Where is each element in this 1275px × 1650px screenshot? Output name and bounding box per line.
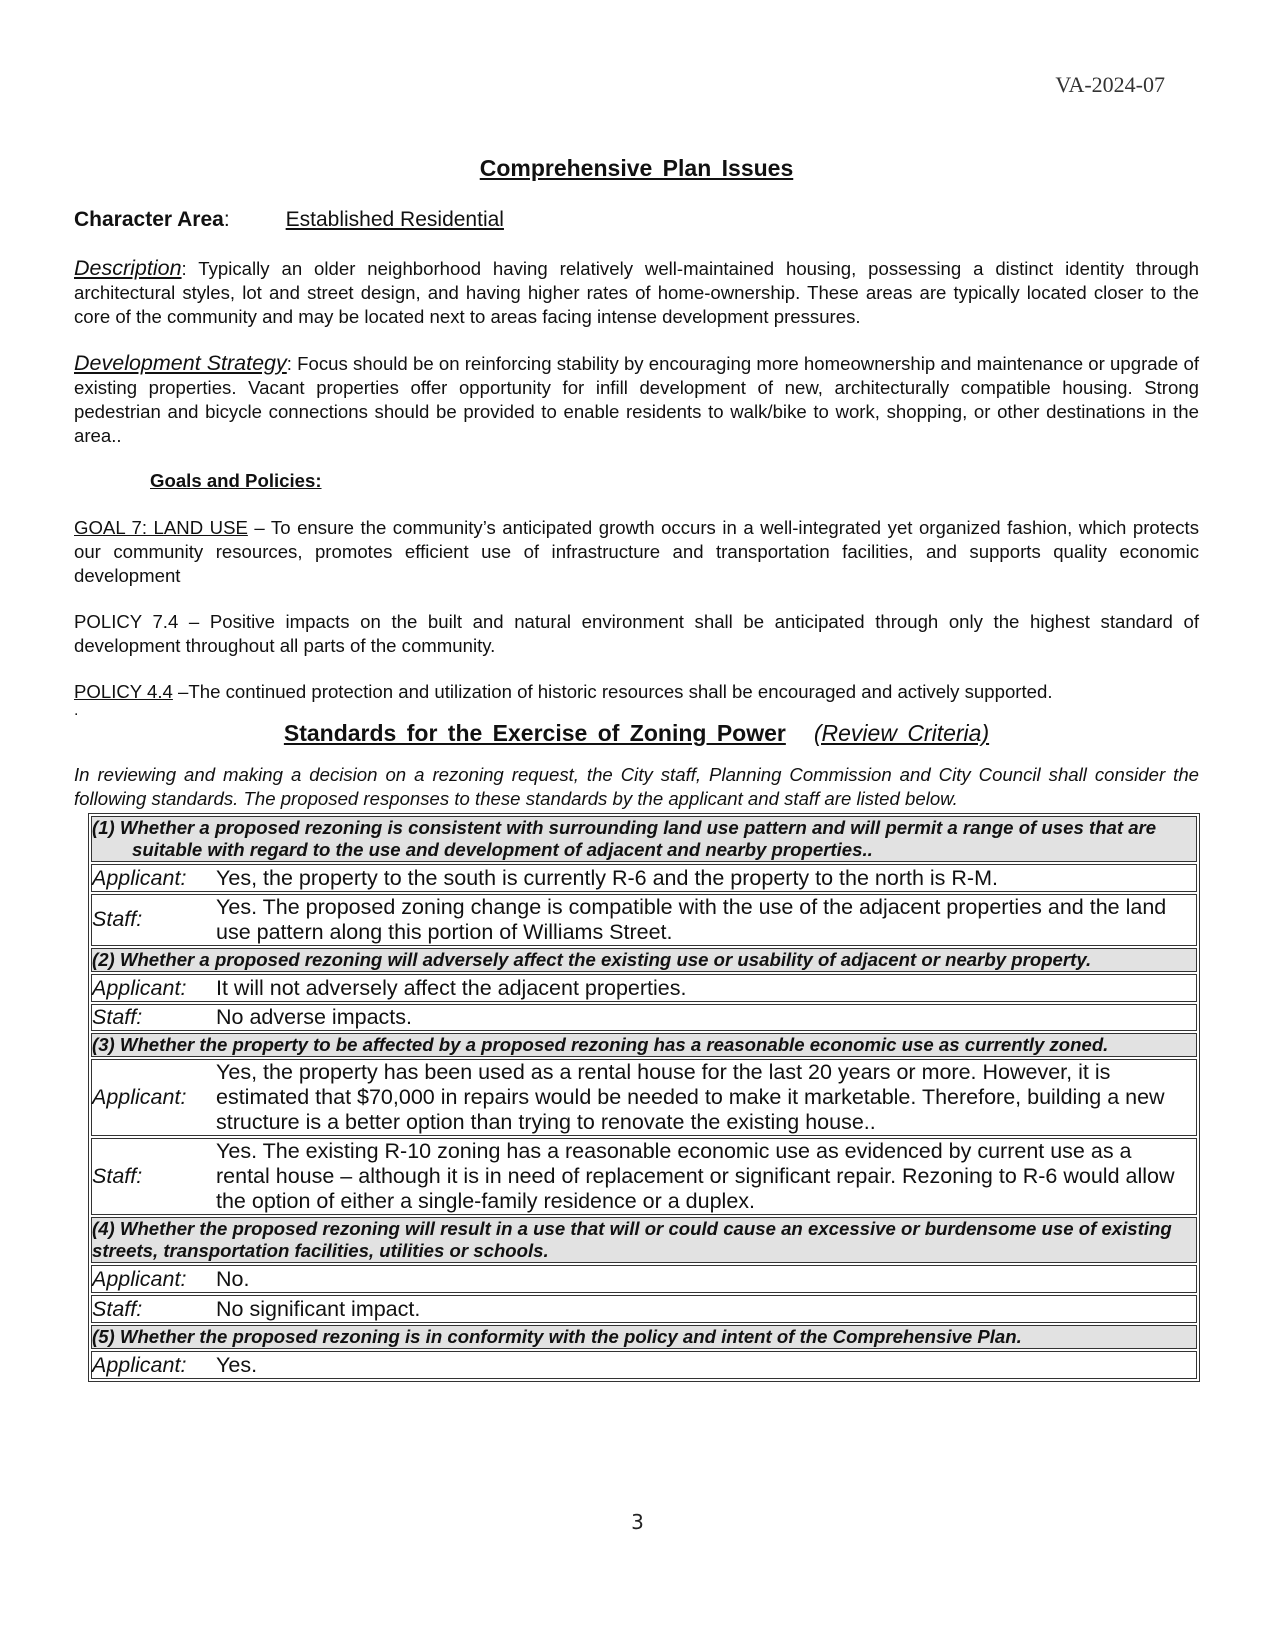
- comprehensive-plan-title: Comprehensive Plan Issues: [479, 155, 794, 181]
- description-text: : Typically an older neighborhood having relatively well-maintained housing, possessing a distinct identity through architectural styles, lot and street design, and having higher rates of home-ownership. These areas are typically located closer to the core of the community and may be located next to areas facing intense development pressures.: [74, 258, 1199, 327]
- goal-7-label: GOAL 7: LAND USE: [74, 517, 248, 538]
- description-label: Description: [74, 256, 182, 280]
- applicant-response: No.: [216, 1267, 250, 1292]
- staff-response-cell: [91, 1295, 1197, 1323]
- applicant-label: Applicant:: [92, 975, 187, 1000]
- development-strategy-label: Development Strategy: [74, 351, 287, 375]
- character-area-colon: :: [223, 208, 230, 231]
- development-strategy-paragraph: [74, 351, 1199, 448]
- policy-4-4-text: –The continued protection and utilization of historic resources shall be encouraged and actively supported.: [172, 681, 1053, 702]
- goals-heading: Goals and Policies:: [150, 470, 322, 491]
- applicant-label: Applicant:: [92, 1267, 187, 1292]
- development-strategy-text: : Focus should be on reinforcing stability by encouraging more homeownership and maintenance or upgrade of existing properties. Vacant properties offer opportunity for infill development of new, architecturally compatible housing. Strong pedestrian and bicycle connections should be provided to enable residents to walk/bike to work, shopping, or other destinations in the area..: [74, 353, 1199, 446]
- standards-title-sub: (Review Criteria): [813, 720, 990, 746]
- applicant-response: Yes, the property has been used as a rental house for the last 20 years or more. However, it is estimated that $70,000 in repairs would be needed to make it marketable. Therefore, building a new structure is a better option than trying to renovate the existing house..: [216, 1060, 1165, 1135]
- stray-dot: .: [74, 702, 79, 719]
- review-criteria-table: [88, 813, 1200, 1382]
- criterion-3-question-row: [91, 1033, 1197, 1057]
- criterion-3-applicant-row: [91, 1059, 1197, 1136]
- policy-4-4-paragraph: [74, 680, 1199, 704]
- criterion-4-applicant-row: [91, 1265, 1197, 1293]
- applicant-response-cell: [91, 1265, 1197, 1293]
- applicant-label: Applicant:: [92, 1085, 187, 1110]
- criterion-question: (4) Whether the proposed rezoning will result in a use that will or could cause an excessive or burdensome use of existing streets, transportation facilities, utilities or schools.: [91, 1217, 1197, 1263]
- staff-response-cell: [91, 1004, 1197, 1032]
- staff-response: No significant impact.: [216, 1297, 421, 1322]
- staff-response-cell: [91, 894, 1197, 946]
- applicant-label: Applicant:: [92, 1352, 187, 1377]
- criterion-4-staff-row: [91, 1295, 1197, 1323]
- criterion-question: (1) Whether a proposed rezoning is consistent with surrounding land use pattern and will permit a range of uses that are suitable with regard to the use and development of adjacent and nearby properties..: [91, 816, 1197, 862]
- page-content: [74, 155, 1199, 1382]
- staff-response: Yes. The proposed zoning change is compatible with the use of the adjacent properties and the land use pattern along this portion of Williams Street.: [216, 894, 1167, 944]
- page-number: 3: [631, 1510, 644, 1534]
- applicant-response: Yes, the property to the south is currently R-6 and the property to the north is R-M.: [216, 865, 998, 890]
- criterion-2-question-row: [91, 948, 1197, 972]
- criterion-question: (5) Whether the proposed rezoning is in conformity with the policy and intent of the Comprehensive Plan.: [91, 1325, 1197, 1349]
- criterion-2-staff-row: [91, 1004, 1197, 1032]
- staff-response: No adverse impacts.: [216, 1005, 412, 1030]
- applicant-response-cell: [91, 974, 1197, 1002]
- criterion-4-question-row: [91, 1217, 1197, 1263]
- staff-label: Staff:: [92, 1164, 143, 1189]
- character-area-value: Established Residential: [285, 208, 504, 231]
- criterion-5-question-row: [91, 1325, 1197, 1349]
- criterion-2-applicant-row: [91, 974, 1197, 1002]
- case-number: VA-2024-07: [1055, 72, 1165, 97]
- goal-7-paragraph: [74, 516, 1199, 588]
- staff-label: Staff:: [92, 1005, 143, 1030]
- staff-response-cell: [91, 1138, 1197, 1215]
- standards-intro: In reviewing and making a decision on a rezoning request, the City staff, Planning Commission and City Council shall consider the following standards. The proposed responses to these standards by the applicant and staff are listed below.: [74, 764, 1199, 809]
- standards-title: [74, 720, 1199, 747]
- applicant-label: Applicant:: [92, 865, 187, 890]
- staff-label: Staff:: [92, 1297, 143, 1322]
- standards-title-main: Standards for the Exercise of Zoning Power: [283, 720, 786, 746]
- criterion-1-applicant-row: [91, 864, 1197, 892]
- policy-7-4-paragraph: POLICY 7.4 – Positive impacts on the built and natural environment shall be anticipated through only the highest standard of development throughout all parts of the community.: [74, 611, 1199, 656]
- staff-response: Yes. The existing R-10 zoning has a reasonable economic use as evidenced by current use as a rental house – although it is in need of replacement or significant repair. Rezoning to R-6 would allow the option of either a single-family residence or a duplex.: [216, 1139, 1175, 1214]
- applicant-response-cell: [91, 1059, 1197, 1136]
- applicant-response-cell: [91, 864, 1197, 892]
- criterion-question: (2) Whether a proposed rezoning will adversely affect the existing use or usability of adjacent or nearby property.: [91, 948, 1197, 972]
- character-area: [74, 208, 1199, 232]
- criterion-1-staff-row: [91, 894, 1197, 946]
- applicant-response: It will not adversely affect the adjacent properties.: [216, 975, 687, 1000]
- applicant-response: Yes.: [216, 1352, 258, 1377]
- criterion-1-question-row: [91, 816, 1197, 862]
- applicant-response-cell: [91, 1351, 1197, 1379]
- criterion-3-staff-row: [91, 1138, 1197, 1215]
- criterion-question: (3) Whether the property to be affected by a proposed rezoning has a reasonable economic use as currently zoned.: [91, 1033, 1197, 1057]
- description-paragraph: [74, 256, 1199, 329]
- policy-4-4-label: POLICY 4.4: [74, 681, 173, 702]
- criterion-5-applicant-row: [91, 1351, 1197, 1379]
- staff-label: Staff:: [92, 907, 143, 932]
- character-area-label: Character Area: [74, 208, 224, 231]
- goal-7-text: – To ensure the community’s anticipated growth occurs in a well-integrated yet organized fashion, which protects our community resources, promotes efficient use of infrastructure and transportation facilities, and supports quality economic development: [74, 517, 1199, 586]
